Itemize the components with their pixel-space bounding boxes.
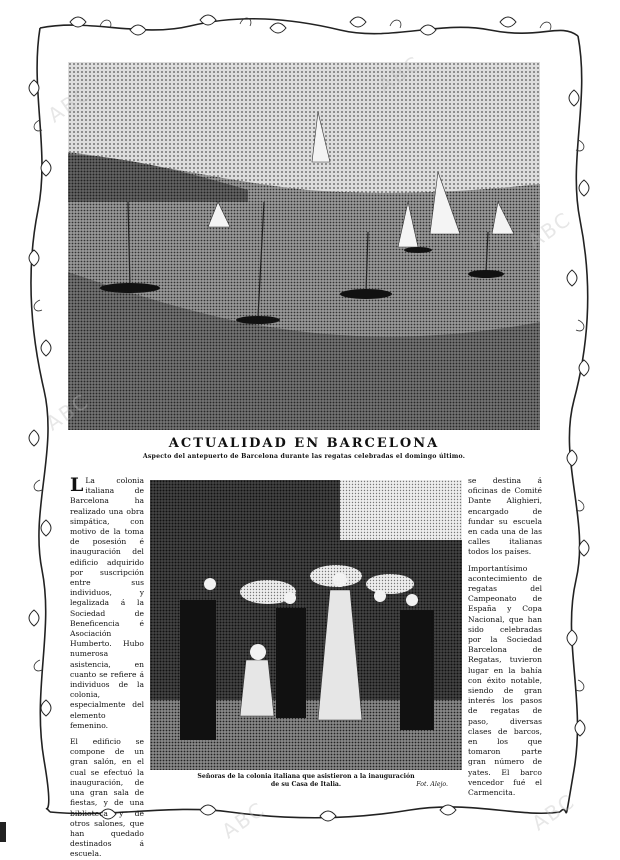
dropcap: L	[70, 474, 84, 496]
left-text-column	[70, 474, 144, 859]
right-paragraph: se destina á oficinas de Comité Dante Alighieri, encargado de fundar su escuela en cada una de las calles italianas todos los países.	[468, 476, 542, 557]
left-paragraph: El edificio se compone de un gran salón, en el cual se efectuó la inauguración, de una gran sala de fiestas, y de una biblioteca y de otros salones, que han quedado destinados á escuela.	[70, 737, 144, 859]
watermark: ABC	[523, 206, 576, 254]
page-edge-mark	[0, 822, 6, 842]
bottom-photo-caption	[150, 773, 462, 789]
watermark: ABC	[527, 788, 580, 836]
regatta-photo	[68, 62, 540, 430]
watermark: ABC	[217, 796, 270, 844]
watermark: ABC	[41, 388, 94, 436]
watermark: ABC	[43, 80, 96, 128]
right-paragraph: Importantísimo acontecimiento de regatas del Campeonato de España y Copa Nacional, que han sido celebradas por la Sociedad Barcelona de Regatas, tuvieron lugar en la bahía con éxito notable, siendo de gran interés los pasos de regatas de paso, diversas clases de barcos, en los que tomaron parte gran número de yates. El barco vencedor fué el Carmencita.	[468, 563, 542, 798]
italian-colony-photo	[150, 480, 462, 770]
photo-credit: Fot. Alejo.	[416, 781, 448, 788]
watermark: ABC	[373, 50, 426, 98]
left-paragraph: L La colonia italiana de Barcelona ha realizado una obra simpática, con motivo de la toma de posesión é inauguración del edificio adquirido por suscripción entre sus individuos, y legalizada á la Sociedad de Beneficencia é Asociación Humberto. Hubo numerosa asistencia, en cuanto se refiere á individuos de la colonia, especialmente del elemento femenino.	[70, 474, 144, 730]
top-photo-caption: Aspecto del antepuerto de Barcelona durante las regatas celebradas el domingo último.	[142, 453, 466, 460]
caption-line-2: de su Casa de Italia.	[270, 781, 342, 788]
section-title: ACTUALIDAD EN BARCELONA	[168, 436, 440, 451]
right-text-column	[468, 476, 542, 798]
caption-line-1: Señoras de la colonia italiana que asistieron a la inauguración	[197, 773, 415, 780]
